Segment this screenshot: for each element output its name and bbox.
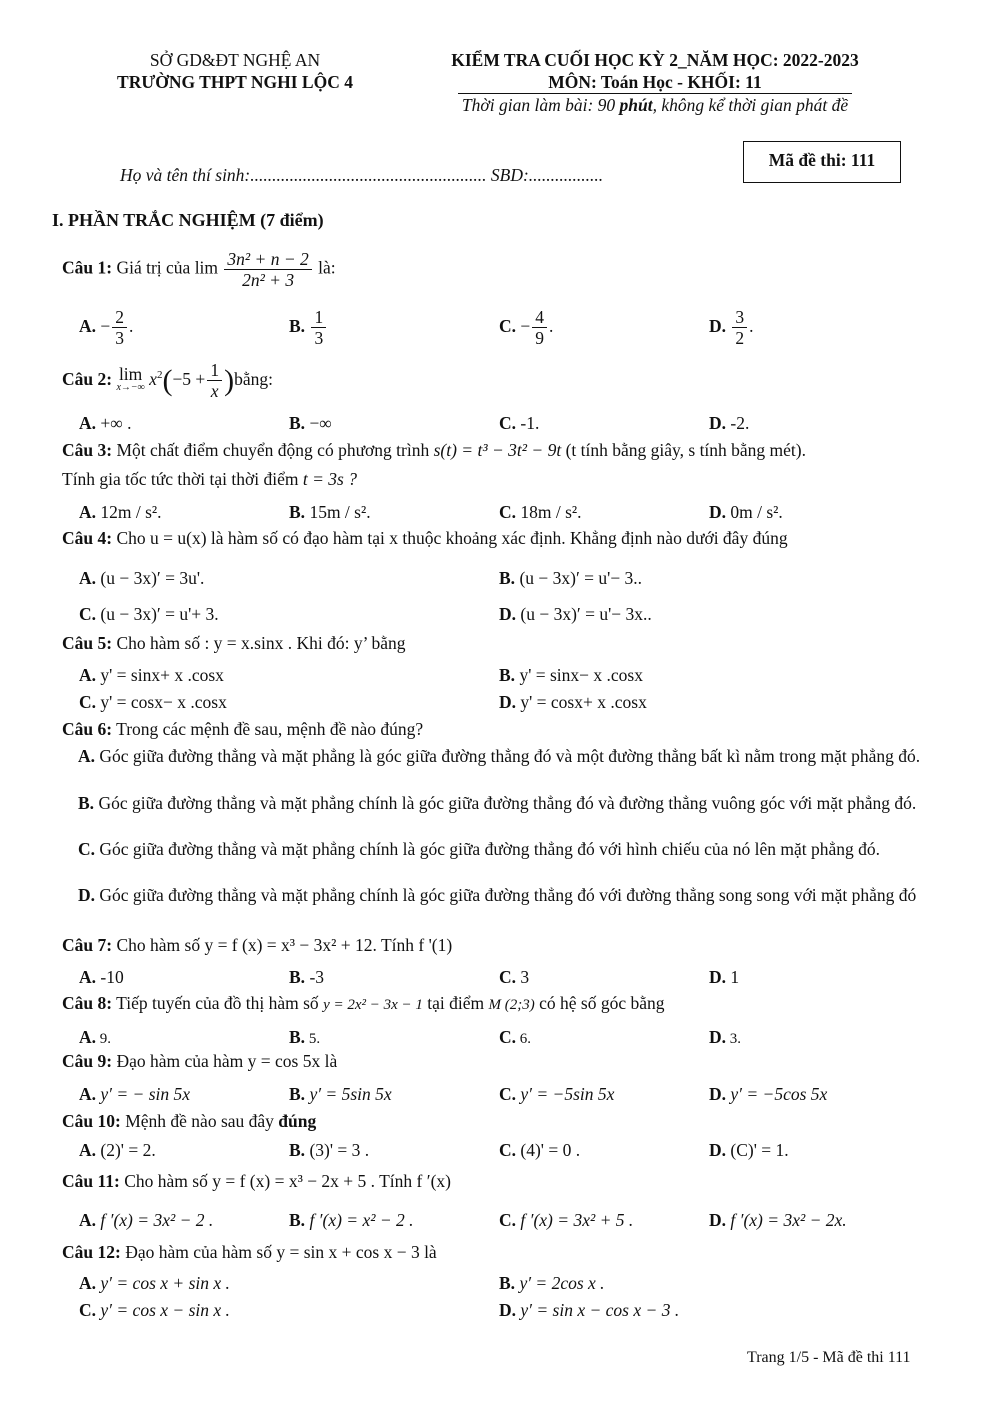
option-a: A. − $\frac{2}{3}$ . xyxy=(79,307,134,349)
question-1: Câu 1: Giá trị của lim $\frac{\text{3n² + n − 2}}{\text{2n² + 3}}$ là: xyxy=(62,249,336,290)
option-b: B. y′ = 2cos x . xyxy=(499,1273,605,1293)
question-11-options xyxy=(0,1208,1000,1232)
option-b: B. f ′(x) = x² − 2 . xyxy=(289,1210,414,1230)
option-c: C. y′ = cos x − sin x . xyxy=(79,1300,230,1320)
option-a: A. 9. xyxy=(79,1027,112,1047)
option-c: C. y′ = −5sin 5x xyxy=(499,1084,615,1104)
question-label: Câu 6: xyxy=(62,719,113,739)
option-b: B. Góc giữa đường thẳng và mặt phẳng chính là góc giữa đường thẳng đó và đường thẳng vuông góc với mặt phẳng đó. xyxy=(78,793,917,813)
option-a: A. (2)' = 2. xyxy=(79,1140,156,1160)
option-d: D. (C)' = 1. xyxy=(709,1140,789,1160)
option-c: C. − $\frac{4}{9}$ . xyxy=(499,307,554,349)
question-4: Câu 4: Cho u = u(x) là hàm số có đạo hàm tại x thuộc khoảng xác định. Khẳng định nào dưới đây đúng xyxy=(62,528,788,548)
option-d: D. y' = cosx+ x .cosx xyxy=(499,692,647,712)
option-c: C. y' = cosx− x .cosx xyxy=(79,692,227,712)
question-11: Câu 11: Cho hàm số y = f (x) = x³ − 2x + 5 . Tính f ′(x) xyxy=(62,1171,451,1191)
question-8-options xyxy=(0,1025,1000,1049)
time-limit: Thời gian làm bài: 90 phút, không kể thời gian phát đề xyxy=(461,95,849,115)
department-name: SỞ GD&ĐT NGHỆ AN xyxy=(149,50,321,70)
fraction: $\frac{\text{3n² + n − 2}}{\text{2n² + 3}}$ xyxy=(224,249,311,290)
question-2-options xyxy=(0,411,1000,435)
option-b: B. (u − 3x)′ = u'− 3.. xyxy=(499,568,643,588)
question-12-options-row-2 xyxy=(0,1298,1000,1322)
header-right xyxy=(395,49,915,116)
option-a: A. Góc giữa đường thẳng và mặt phẳng là góc giữa đường thẳng đó và một đường thẳng bất kì nằm trong mặt phẳng đó. xyxy=(78,746,921,766)
question-6: Câu 6: Trong các mệnh đề sau, mệnh đề nào đúng? xyxy=(62,719,424,739)
option-b: B. 15m / s². xyxy=(289,502,371,522)
option-d: D. 3. xyxy=(709,1027,742,1047)
option-c: C. 6. xyxy=(499,1027,532,1047)
question-label: Câu 4: xyxy=(62,528,113,548)
option-b: B. $\frac{1}{3}$ xyxy=(289,306,328,348)
question-5-options-row-2 xyxy=(0,690,1000,714)
option-b: B. -3 xyxy=(289,967,325,987)
question-label: Câu 3: xyxy=(62,440,113,460)
option-b: B. y′ = 5sin 5x xyxy=(289,1084,392,1104)
question-10: Câu 10: Mệnh đề nào sau đây đúng xyxy=(62,1111,317,1131)
option-c: C. -1. xyxy=(499,413,540,433)
page-footer: Trang 1/5 - Mã đề thi 111 xyxy=(747,1349,911,1366)
option-d: D. 0m / s². xyxy=(709,502,783,522)
option-d: D. y′ = sin x − cos x − 3 . xyxy=(499,1300,680,1320)
option-c: C. Góc giữa đường thẳng và mặt phẳng chính là góc giữa đường thẳng đó với hình chiếu của nó lên mặt phẳng đó. xyxy=(78,839,880,859)
option-b: B. 5. xyxy=(289,1027,321,1047)
question-10-options xyxy=(0,1138,1000,1162)
question-label: Câu 2: xyxy=(62,369,113,389)
option-a: A. -10 xyxy=(79,967,124,987)
option-c: C. (4)' = 0 . xyxy=(499,1140,581,1160)
question-label: Câu 10: xyxy=(62,1111,121,1131)
question-12: Câu 12: Đạo hàm của hàm số y = sin x + cos x − 3 là xyxy=(62,1242,437,1262)
question-1-options xyxy=(0,306,1000,349)
option-c: C. (u − 3x)′ = u'+ 3. xyxy=(79,604,219,624)
option-a: A. f ′(x) = 3x² − 2 . xyxy=(79,1210,214,1230)
question-5-options-row-1 xyxy=(0,663,1000,687)
question-12-options-row-1 xyxy=(0,1271,1000,1295)
exam-title: KIỂM TRA CUỐI HỌC KỲ 2_NĂM HỌC: 2022-2023 xyxy=(451,50,859,70)
question-label: Câu 1: xyxy=(62,257,113,278)
option-b: B. (3)' = 3 . xyxy=(289,1140,370,1160)
option-c: C. 3 xyxy=(499,967,530,987)
question-4-options-row-1 xyxy=(0,566,1000,590)
option-a: A. (u − 3x)′ = 3u'. xyxy=(79,568,205,588)
section-title: I. PHẦN TRẮC NGHIỆM (7 điểm) xyxy=(52,210,324,230)
option-d: D. f ′(x) = 3x² − 2x. xyxy=(709,1210,847,1230)
question-label: Câu 9: xyxy=(62,1051,113,1071)
question-9: Câu 9: Đạo hàm của hàm y = cos 5x là xyxy=(62,1051,338,1071)
question-8: Câu 8: Tiếp tuyến của đồ thị hàm số y = 2x² − 3x − 1 tại điểm M (2;3) có hệ số góc bằng xyxy=(62,993,665,1013)
option-b: B. y' = sinx− x .cosx xyxy=(499,665,643,685)
question-3-line-2: Tính gia tốc tức thời tại thời điểm t = 3s ? xyxy=(62,469,357,489)
question-3-options xyxy=(0,500,1000,524)
option-a: A. 12m / s². xyxy=(79,502,162,522)
option-a: A. y′ = − sin 5x xyxy=(79,1084,191,1104)
exam-code-box: Mã đề thi: 111 xyxy=(743,141,901,183)
question-9-options xyxy=(0,1082,1000,1106)
option-a: A. y' = sinx+ x .cosx xyxy=(79,665,224,685)
question-label: Câu 8: xyxy=(62,993,113,1013)
option-d: D. Góc giữa đường thẳng và mặt phẳng chính là góc giữa đường thẳng đó với đường thẳng song song với mặt phẳng đó xyxy=(78,885,917,905)
option-d: D. -2. xyxy=(709,413,750,433)
question-2: Câu 2: lim x→−∞ $x^2(-5$ + $\frac{1}{x}$ )bằng: xyxy=(62,360,273,402)
question-3: Câu 3: Một chất điểm chuyển động có phương trình s(t) = t³ − 3t² − 9t (t tính bằng giây, s tính bằng mét). xyxy=(62,440,806,460)
question-4-options-row-2 xyxy=(0,602,1000,626)
school-name: TRƯỜNG THPT NGHI LỘC 4 xyxy=(117,72,353,92)
question-5: Câu 5: Cho hàm số : y = x.sinx . Khi đó: y’ bằng xyxy=(62,633,406,653)
option-a: A. +∞ . xyxy=(79,413,132,433)
option-b: B. −∞ xyxy=(289,413,332,433)
subject-line: MÔN: Toán Học - KHỐI: 11 xyxy=(458,71,851,94)
option-c: C. 18m / s². xyxy=(499,502,582,522)
option-a: A. y′ = cos x + sin x . xyxy=(79,1273,230,1293)
question-7-options xyxy=(0,965,1000,989)
option-c: C. f ′(x) = 3x² + 5 . xyxy=(499,1210,634,1230)
option-d: D. $\frac{3}{2}$ . xyxy=(709,307,754,349)
student-info-line: Họ và tên thí sinh:...................................................... SBD:................. xyxy=(120,165,604,185)
question-label: Câu 7: xyxy=(62,935,113,955)
question-7: Câu 7: Cho hàm số y = f (x) = x³ − 3x² + 12. Tính f '(1) xyxy=(62,935,453,955)
option-d: D. y′ = −5cos 5x xyxy=(709,1084,828,1104)
question-label: Câu 11: xyxy=(62,1171,120,1191)
option-d: D. (u − 3x)′ = u'− 3x.. xyxy=(499,604,652,624)
question-label: Câu 12: xyxy=(62,1242,121,1262)
question-label: Câu 5: xyxy=(62,633,113,653)
option-d: D. 1 xyxy=(709,967,740,987)
header-left xyxy=(90,49,380,93)
